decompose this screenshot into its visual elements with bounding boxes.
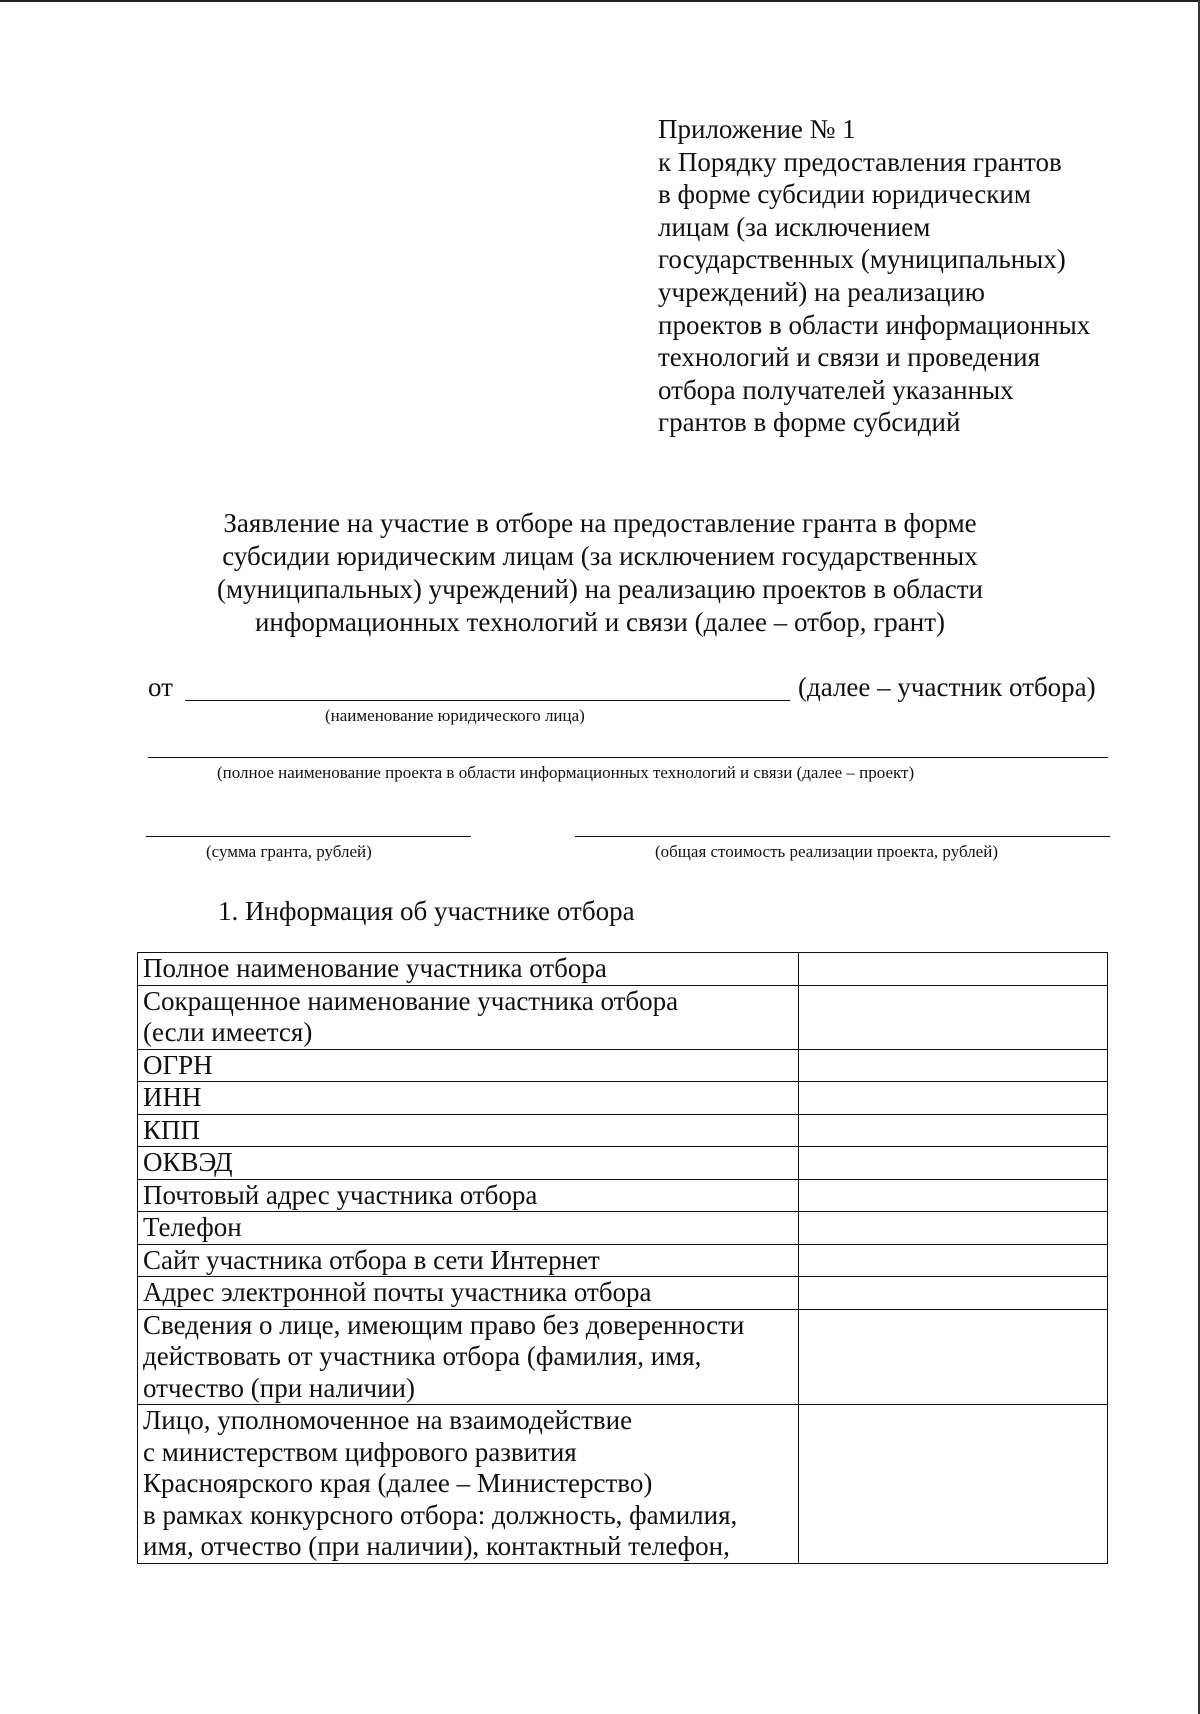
row-label (138, 1405, 799, 1564)
row-label-line: действовать от участника отбора (фамилия, имя, (143, 1341, 702, 1371)
scan-edge-top (0, 0, 1200, 2)
from-suffix: (далее – участник отбора) (798, 672, 1096, 702)
title-line: Заявление на участие в отборе на предоставление гранта в форме (223, 508, 977, 538)
table-row (138, 1277, 1108, 1310)
row-value-cell[interactable] (798, 1309, 1107, 1405)
row-label (138, 1082, 799, 1115)
row-value-cell[interactable] (798, 1147, 1107, 1180)
appendix-heading (658, 113, 1158, 439)
row-label (138, 1244, 799, 1277)
from-prefix: от (148, 672, 173, 702)
row-label-line: Почтовый адрес участника отбора (143, 1179, 538, 1210)
row-value-cell[interactable] (798, 1049, 1107, 1082)
legal-entity-name-field[interactable] (185, 700, 790, 701)
title-line: субсидии юридическим лицам (за исключением государственных (222, 541, 978, 571)
project-cost-field[interactable] (575, 836, 1110, 837)
row-label-line: с министерством цифрового развития (143, 1436, 577, 1467)
document-title (150, 507, 1050, 639)
row-label-line: Полное наименование участника отбора (143, 953, 607, 983)
table-row (138, 1179, 1108, 1212)
row-label-line: Телефон (143, 1212, 242, 1242)
appendix-line: проектов в области информационных (658, 309, 1091, 340)
table-row (138, 1244, 1108, 1277)
row-label-line: Адрес электронной почты участника отбора (143, 1277, 652, 1307)
row-label (138, 1212, 799, 1245)
row-value-cell[interactable] (798, 953, 1107, 986)
row-value-cell[interactable] (798, 1405, 1107, 1564)
project-name-field[interactable] (148, 757, 1108, 758)
table-row (138, 1309, 1108, 1405)
row-value-cell[interactable] (798, 985, 1107, 1049)
grant-amount-caption: (сумма гранта, рублей) (206, 842, 372, 861)
row-label-line: Сокращенное наименование участника отбора (143, 985, 679, 1016)
appendix-line: учреждений) на реализацию (658, 276, 985, 307)
title-line: информационных технологий и связи (далее – отбор, грант) (254, 607, 945, 637)
project-cost-caption: (общая стоимость реализации проекта, рублей) (655, 842, 998, 861)
section-heading: 1. Информация об участнике отбора (218, 896, 635, 926)
legal-entity-name-caption: (наименование юридического лица) (325, 706, 585, 725)
appendix-line: в форме субсидии юридическим (658, 179, 1031, 210)
row-label-line: ОГРН (143, 1049, 213, 1080)
row-label (138, 1309, 799, 1405)
row-label (138, 953, 799, 986)
row-label (138, 1179, 799, 1212)
table-row (138, 1114, 1108, 1147)
row-label-line: ОКВЭД (143, 1147, 233, 1177)
row-value-cell[interactable] (798, 1114, 1107, 1147)
table-row (138, 1082, 1108, 1115)
row-label-line: Красноярского края (далее – Министерство) (143, 1468, 653, 1498)
row-label-line: (если имеется) (143, 1017, 313, 1047)
row-value-cell[interactable] (798, 1244, 1107, 1277)
row-label (138, 1114, 799, 1147)
row-value-cell[interactable] (798, 1082, 1107, 1115)
row-label-line: Лицо, уполномоченное на взаимодействие (143, 1405, 633, 1435)
table-row (138, 985, 1108, 1049)
appendix-line: Приложение № 1 (658, 114, 856, 144)
row-label-line: в рамках конкурсного отбора: должность, фамилия, (143, 1499, 738, 1530)
appendix-line: отбора получателей указанных (658, 374, 1014, 405)
row-value-cell[interactable] (798, 1179, 1107, 1212)
table-row (138, 1147, 1108, 1180)
appendix-line: лицам (за исключением (658, 211, 931, 242)
appendix-line: технологий и связи и проведения (658, 342, 1040, 373)
row-label (138, 985, 799, 1049)
table-row (138, 1212, 1108, 1245)
row-value-cell[interactable] (798, 1277, 1107, 1310)
row-label-line: Сведения о лице, имеющим право без доверенности (143, 1309, 745, 1340)
appendix-line: грантов в форме субсидий (658, 407, 961, 438)
row-value-cell[interactable] (798, 1212, 1107, 1245)
row-label (138, 1147, 799, 1180)
participant-info-table (137, 952, 1108, 1564)
table-row (138, 953, 1108, 986)
appendix-line: к Порядку предоставления грантов (658, 146, 1062, 177)
project-name-caption: (полное наименование проекта в области информационных технологий и связи (далее – проект) (217, 763, 915, 782)
row-label-line: ИНН (143, 1082, 202, 1112)
row-label-line: КПП (143, 1114, 201, 1145)
table-row (138, 1405, 1108, 1564)
row-label (138, 1277, 799, 1310)
row-label-line: отчество (при наличии) (143, 1372, 415, 1403)
table-row (138, 1049, 1108, 1082)
row-label (138, 1049, 799, 1082)
title-line: (муниципальных) учреждений) на реализацию проектов в области (216, 574, 984, 604)
grant-amount-field[interactable] (146, 836, 471, 837)
row-label-line: имя, отчество (при наличии), контактный телефон, (143, 1531, 730, 1561)
appendix-line: государственных (муниципальных) (658, 244, 1066, 275)
row-label-line: Сайт участника отбора в сети Интернет (143, 1244, 600, 1275)
